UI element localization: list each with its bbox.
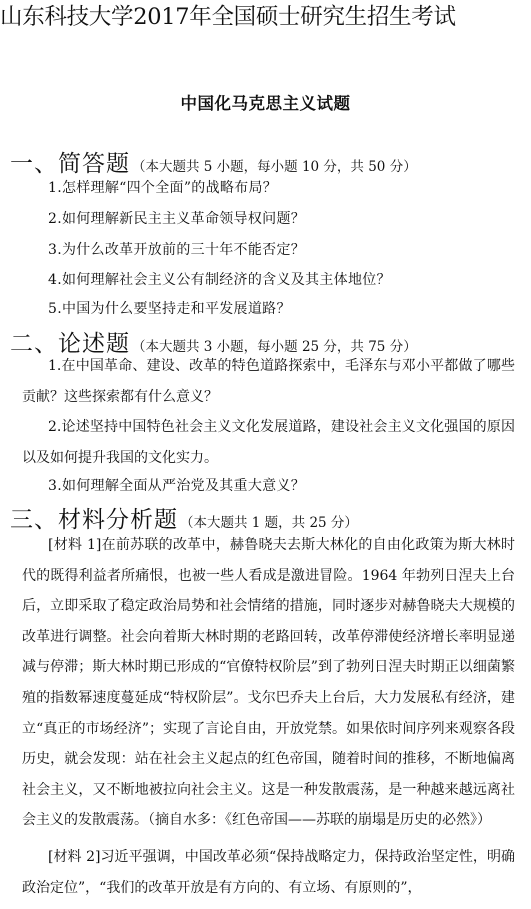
section-note: （本大题共 5 小题，每小题 10 分，共 50 分） [132, 159, 417, 175]
question-item: 5.中国为什么要坚持走和平发展道路？ [48, 301, 291, 317]
section-heading: 二、论述题 [10, 331, 130, 357]
question-item: 2.如何理解新民主主义革命领导权问题？ [48, 211, 306, 227]
question-item: 2.论述坚持中国特色社会主义文化发展道路，建设社会主义文化强国的原因以及如何提升我国的文化实力。 [22, 419, 515, 466]
question-item: 3.为什么改革开放前的三十年不能否定？ [48, 242, 306, 258]
section-note: （本大题共 1 题，共 25 分） [180, 515, 358, 531]
exam-header: 山东科技大学2017年全国硕士研究生招生考试 [0, 4, 456, 30]
question-item: 4.如何理解社会主义公有制经济的含义及其主体地位？ [48, 272, 391, 288]
section-heading: 三、材料分析题 [10, 507, 178, 533]
material-paragraph: [材料 1]在前苏联的改革中，赫鲁晓夫去斯大林化的自由化政策为斯大林时代的既得利益者所痛恨，也被一些人看成是激进冒险。1964 年勃列日涅夫上台后，立即采取了稳定政治局势和社会情绪的措施，同时逐步对赫鲁晓夫大规模的改革进行调整。社会向着斯大林时期的老路回转，改革停滞使经济增长率明显递减与停滞；斯大林时期已形成的“官僚特权阶层”到了勃列日涅夫时期正以细菌繁殖的指数幂速度蔓延成“特权阶层”。戈尔巴乔夫上台后，大力发展私有经济，建立“真正的市场经济”；实现了言论自由，开放党禁。如果依时间序列来观察各段历史，就会发现：站在社会主义起点的红色帝国，随着时间的推移，不断地偏离社会主义，又不断地被拉向社会主义。这是一种发散震荡，是一种越来越远离社会主义的发散震荡。（摘自水多：《红色帝国——苏联的崩塌是历史的必然》） [22, 537, 515, 829]
subject-title: 中国化马克思主义试题 [180, 94, 351, 113]
section-title-short-answer [10, 145, 417, 178]
question-item: 1.怎样理解“四个全面”的战略布局？ [48, 180, 278, 196]
question-item: 1.在中国革命、建设、改革的特色道路探索中，毛泽东与邓小平都做了哪些贡献？这些探索都有什么意义？ [22, 358, 515, 405]
section-note: （本大题共 3 小题，每小题 25 分，共 75 分） [132, 339, 417, 355]
section-heading: 一、简答题 [10, 151, 130, 177]
question-item: 3.如何理解全面从严治党及其重大意义？ [48, 478, 306, 494]
material-paragraph: [材料 2]习近平强调，中国改革必须“保持战略定力，保持政治坚定性，明确政治定位”，“我们的改革开放是有方向的、有立场、有原则的”， [22, 849, 515, 896]
